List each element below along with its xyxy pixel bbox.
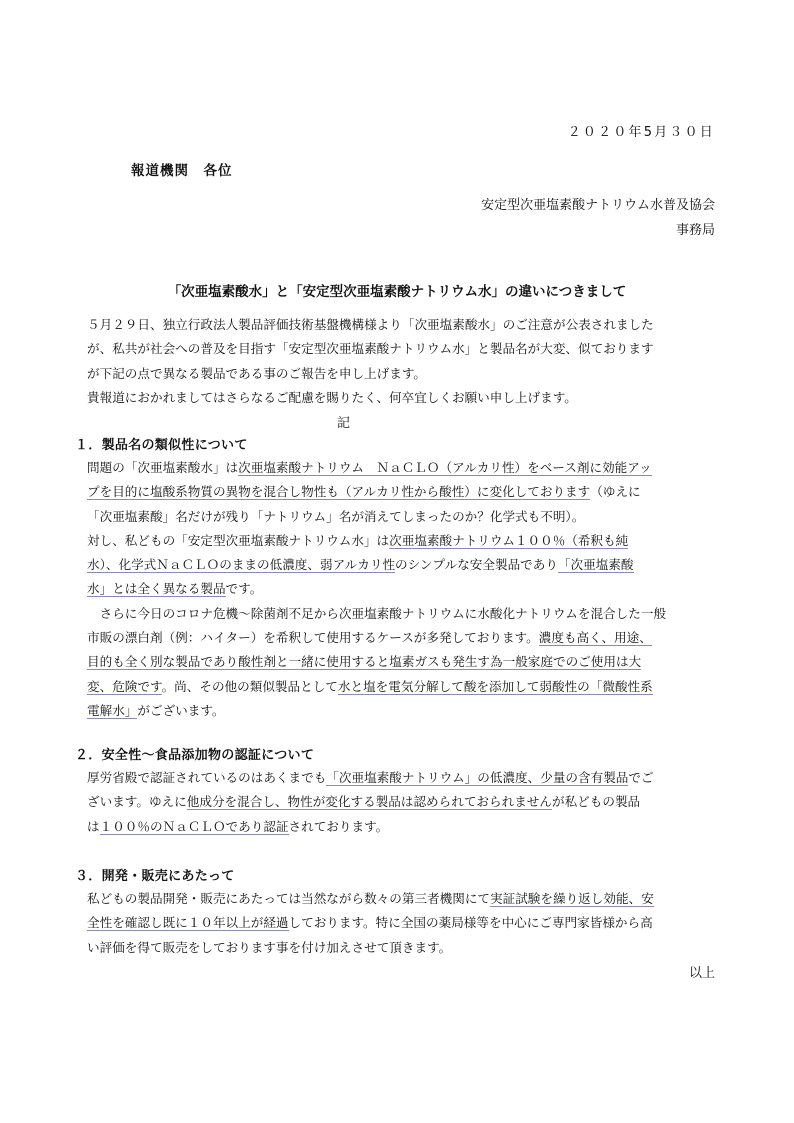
text-run: が私どもの製品 [551, 794, 641, 810]
body-line [87, 815, 727, 839]
closing-mark: 以上 [688, 966, 715, 981]
section2-heading: ２．安全性〜食品添加物の認証について [75, 748, 315, 763]
sender-department: 事務局 [675, 223, 715, 238]
underlined-text: 水）、化学式ＮａＣＬＯのままの低濃度、弱アルカリ性 [87, 557, 396, 573]
body-line [87, 675, 727, 699]
underlined-text: 目的も全く別な製品であり酸性剤と一緒に使用すると塩素ガスも発生す為一般家庭でのご使用は大 [87, 654, 642, 670]
body-line [87, 699, 727, 723]
underlined-text: 水と塩を電気分解して酸を添加して弱酸性の「微酸性系 [337, 678, 653, 694]
text-run: さらに今日のコロナ危機〜除菌剤不足から次亜塩素酸ナトリウムに水酸化ナトリウムを混合した一般 [87, 605, 667, 621]
recipient-line: 報道機関 各位 [131, 163, 233, 179]
underlined-text: 電解水」 [87, 702, 138, 718]
text-run: 対し、私どもの「安定型次亜塩素酸ナトリウム水」は [87, 532, 390, 548]
body-line [87, 887, 727, 911]
text-run: のシンプルな安全製品であり [395, 557, 558, 573]
text-run: しております。特に全国の薬局様等を中心にご専門家皆様から高 [288, 915, 653, 931]
section2-body [87, 766, 727, 839]
section3-heading: ３．開発・販売にあたって [75, 869, 235, 884]
body-line [87, 766, 727, 790]
underlined-text: 他成分を混合し、物性が変化する製品は認められておられません [186, 794, 552, 810]
section1-body [87, 456, 727, 723]
body-line [87, 790, 727, 814]
text-run: 。尚、その他の類似製品として [161, 678, 338, 694]
document-title: 「次亜塩素酸水」と「安定型次亜塩素酸ナトリウム水」の違いにつきまして [167, 284, 627, 300]
section3-body [87, 887, 727, 960]
underlined-text: 「次亜塩素酸 [557, 557, 634, 573]
body-line [87, 577, 727, 601]
text-run: ざいます。ゆえに [87, 794, 187, 810]
text-run: されております。 [288, 818, 389, 834]
intro-line: ５月２９日、独立行政法人製品評価技術基盤機構様より「次亜塩素酸水」のご注意が公表されました [87, 317, 654, 332]
underlined-text: 変、危険です [87, 678, 162, 694]
body-line [87, 505, 727, 529]
body-line [87, 602, 727, 626]
intro-line: が、私共が社会への普及を目指す「安定型次亜塩素酸ナトリウム水」と製品名が大変、似ております [87, 341, 654, 357]
underlined-text: プを目的に塩酸系物質の異物を混合し物性も（アルカリ性から酸性）に変化しております [87, 484, 591, 500]
text-run: 市販の漂白剤（例：ハイター）を希釈して使用するケースが多発しております。 [87, 630, 539, 646]
sender-organization: 安定型次亜塩素酸ナトリウム水普及協会 [481, 198, 715, 213]
underlined-text: 水」とは全く異なる製品 [87, 581, 226, 597]
text-run: は [87, 818, 100, 834]
body-line [87, 553, 727, 577]
text-run: （ゆえに [590, 484, 641, 500]
underlined-text: 次亜塩素酸ナトリウム１００％（希釈も純 [389, 532, 629, 548]
body-line [87, 456, 727, 480]
underlined-text: 次亜塩素酸ナトリウム ＮａＣＬＯ（アルカリ性）をベース剤に効能アッ [238, 460, 652, 475]
underlined-text: 実証試験を繰り返し効能、安 [490, 891, 654, 906]
section1-heading: １．製品名の類似性について [75, 438, 248, 453]
underlined-text: 全性を確認し既に１０年以上が経過 [87, 915, 289, 931]
intro-line: が下記の点で異なる製品である事のご報告を申し上げます。 [87, 365, 427, 381]
body-line [87, 650, 727, 674]
text-run: です。 [225, 581, 263, 597]
document-date: ２０２０年5月３０日 [567, 125, 715, 140]
text-run: い評価を得て販売をしております事を付け加えさせて頂きます。 [87, 939, 452, 955]
body-line [87, 529, 727, 553]
text-run: 問題の「次亜塩素酸水」は [87, 460, 239, 475]
underlined-text: 「次亜塩素酸ナトリウム」の低濃度、少量の含有製品 [326, 770, 629, 785]
underlined-text: １００％のＮａＣＬＯであり認証 [99, 818, 289, 834]
sender-block [481, 193, 715, 243]
body-line [87, 911, 727, 935]
intro-paragraph [87, 313, 727, 410]
underlined-text: 濃度も高く、用途、 [538, 630, 652, 646]
text-run: でご [628, 770, 654, 785]
body-line [87, 480, 727, 504]
body-line [87, 626, 727, 650]
text-run: がございます。 [137, 702, 225, 718]
intro-line: 貴報道におかれましてはさらなるご配慮を賜りたく、何卒宜しくお願い申し上げます。 [87, 389, 577, 405]
text-run: 厚労省殿で認証されているのはあくまでも [87, 770, 327, 785]
text-run: 私どもの製品開発・販売にあたっては当然ながら数々の第三者機関にて [87, 891, 490, 906]
body-line [87, 936, 727, 960]
ki-marker: 記 [337, 416, 351, 431]
text-run: 「次亜塩素酸」名だけが残り「ナトリウム」名が消えてしまったのか？化学式も不明）。 [87, 508, 585, 524]
